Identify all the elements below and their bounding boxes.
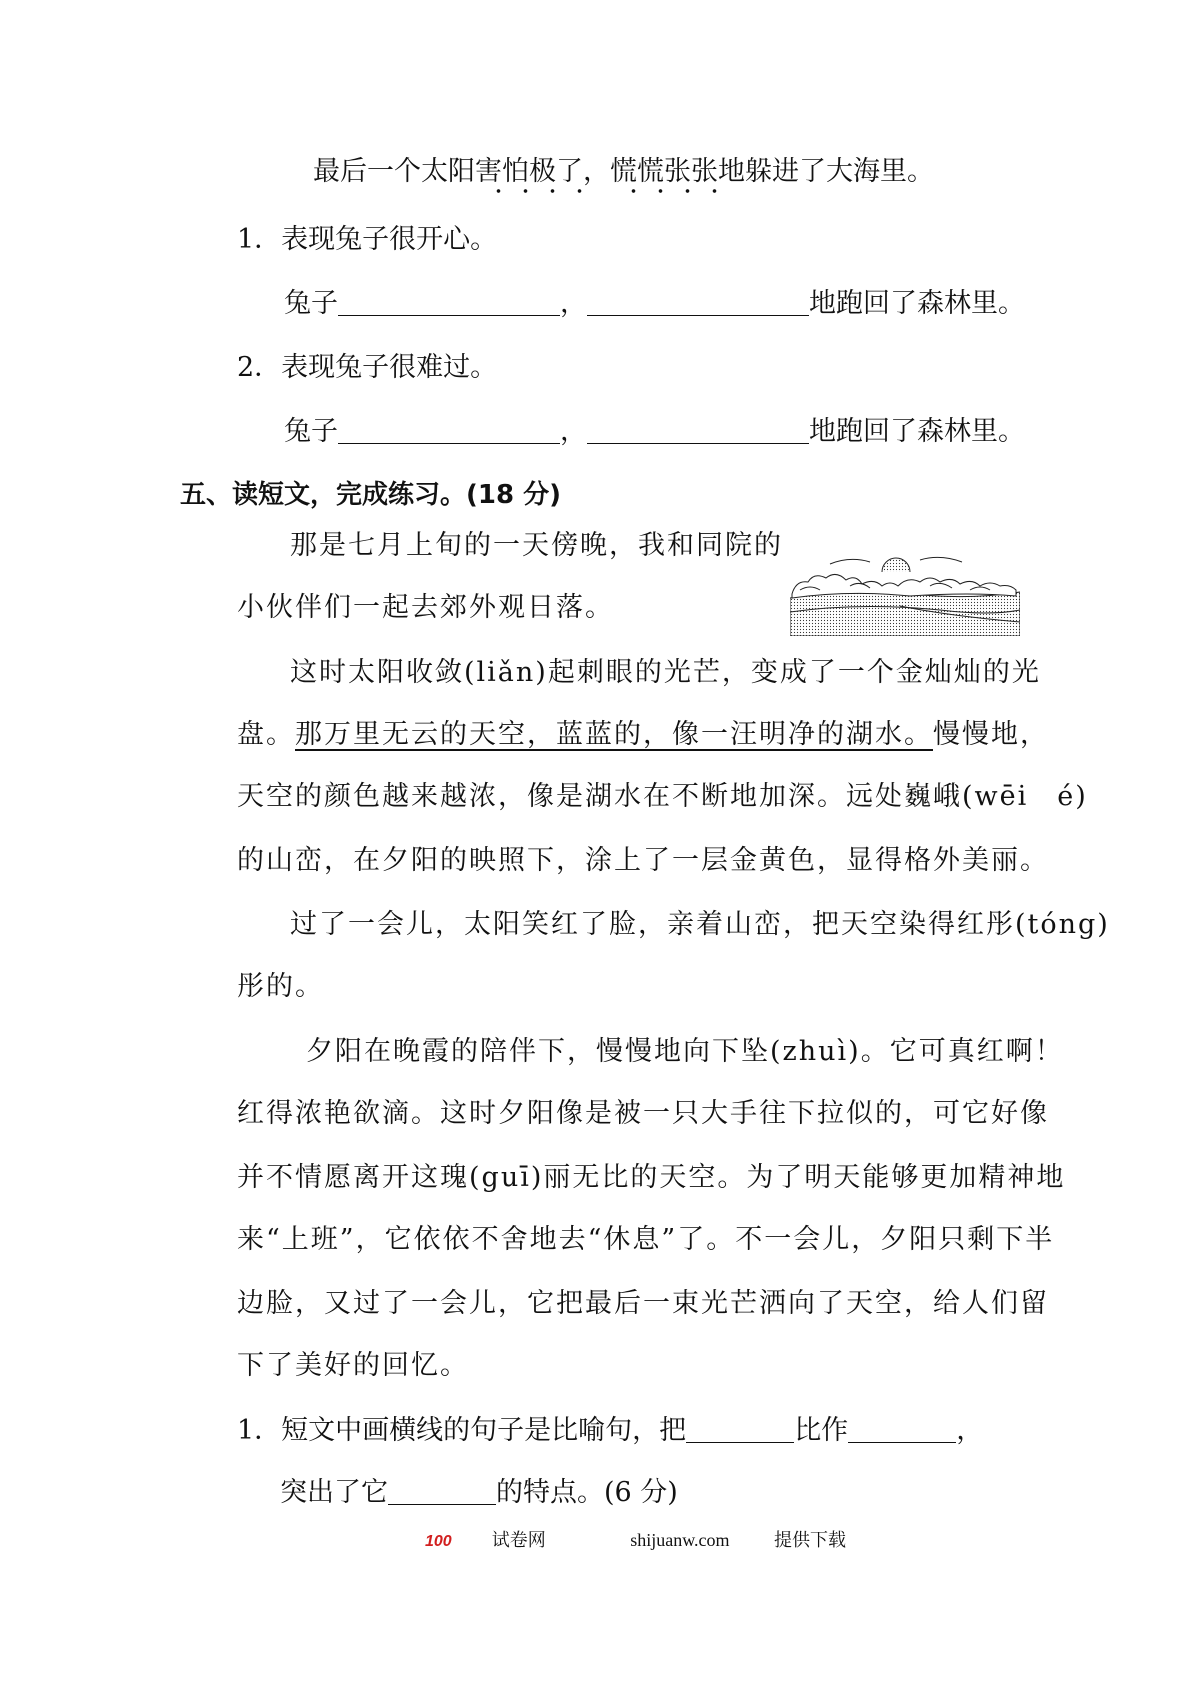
passage-p4-line3: 并不情愿离开这瑰(guī)丽无比的天空。为了明天能够更加精神地 <box>237 1162 1066 1193</box>
answer-blank[interactable] <box>686 1414 794 1443</box>
answer-blank[interactable] <box>848 1414 956 1443</box>
sentence-text: 地躲进了大海里。 <box>718 156 934 187</box>
question-text: 的特点。(6 分) <box>496 1477 678 1508</box>
passage-text: 慢慢地， <box>933 719 1049 750</box>
emphasis-dotted-text: 慌慌张张 <box>610 156 718 187</box>
passage-p4-line6: 下了美好的回忆。 <box>237 1350 469 1381</box>
example-sentence <box>313 154 934 190</box>
site-url[interactable]: shijuanw.com <box>630 1530 730 1550</box>
passage-p2-line4: 的山峦，在夕阳的映照下，涂上了一层金黄色，显得格外美丽。 <box>237 845 1049 876</box>
passage-p4-line5: 边脸，又过了一会儿，它把最后一束光芒洒向了天空，给人们留 <box>237 1288 1049 1319</box>
passage-text: 盘。 <box>237 719 295 750</box>
passage-p2-line2 <box>237 717 1049 753</box>
q4-item1-label: 1．表现兔子很开心。 <box>237 224 498 255</box>
emphasis-dotted-text: 害怕极了 <box>475 156 583 187</box>
fill-comma: ， <box>560 288 587 319</box>
question-text: ， <box>956 1415 984 1446</box>
answer-blank[interactable] <box>587 415 809 444</box>
logo-number: 100 <box>425 1533 452 1550</box>
question-1-line1 <box>237 1413 983 1449</box>
fill-comma: ， <box>560 416 587 447</box>
underlined-simile-sentence: 那万里无云的天空，蓝蓝的，像一汪明净的湖水。 <box>295 719 933 750</box>
passage-p1-line2: 小伙伴们一起去郊外观日落。 <box>237 592 614 623</box>
q4-item2-label: 2．表现兔子很难过。 <box>237 352 498 383</box>
sentence-text: 最后一个太阳 <box>313 156 475 187</box>
question-text: 突出了它 <box>280 1477 388 1508</box>
question-text: 比作 <box>794 1415 849 1446</box>
download-note: 提供下载 <box>774 1530 847 1550</box>
answer-blank[interactable] <box>338 287 560 316</box>
q4-item2-fill-line <box>284 414 1025 450</box>
fill-suffix: 地跑回了森林里。 <box>809 288 1025 319</box>
question-1-line2 <box>280 1475 678 1511</box>
passage-p4-line4: 来“上班”，它依依不舍地去“休息”了。不一会儿，夕阳只剩下半 <box>237 1224 1055 1255</box>
sentence-punct: ， <box>583 156 610 187</box>
question-text: 1．短文中画横线的句子是比喻句，把 <box>237 1415 687 1446</box>
q4-item1-fill-line <box>284 286 1025 322</box>
passage-p3-line2: 彤的。 <box>237 971 324 1002</box>
sunset-hills-illustration <box>790 550 1020 636</box>
passage-p2-line1: 这时太阳收敛(liǎn)起刺眼的光芒，变成了一个金灿灿的光 <box>290 657 1041 688</box>
answer-blank[interactable] <box>587 287 809 316</box>
passage-p4-line2: 红得浓艳欲滴。这时夕阳像是被一只大手往下拉似的，可它好像 <box>237 1098 1049 1129</box>
passage-p2-line3: 天空的颜色越来越浓，像是湖水在不断地加深。远处巍峨(wēi é) <box>237 781 1088 812</box>
fill-prefix: 兔子 <box>284 288 338 319</box>
fill-suffix: 地跑回了森林里。 <box>809 416 1025 447</box>
fill-prefix: 兔子 <box>284 416 338 447</box>
passage-p1-line1: 那是七月上旬的一天傍晚，我和同院的 <box>290 530 783 561</box>
site-logo <box>425 1530 586 1550</box>
answer-blank[interactable] <box>338 415 560 444</box>
answer-blank[interactable] <box>388 1476 496 1505</box>
section-heading: 五、读短文，完成练习。(18 分) <box>180 480 561 510</box>
passage-p3-line1: 过了一会儿，太阳笑红了脸，亲着山峦，把天空染得红彤(tóng) <box>290 909 1110 940</box>
passage-p4-line1: 夕阳在晚霞的陪伴下，慢慢地向下坠(zhuì)。它可真红啊！ <box>306 1036 1064 1067</box>
footer <box>425 1526 886 1552</box>
logo-text: 试卷网 <box>491 1530 546 1550</box>
